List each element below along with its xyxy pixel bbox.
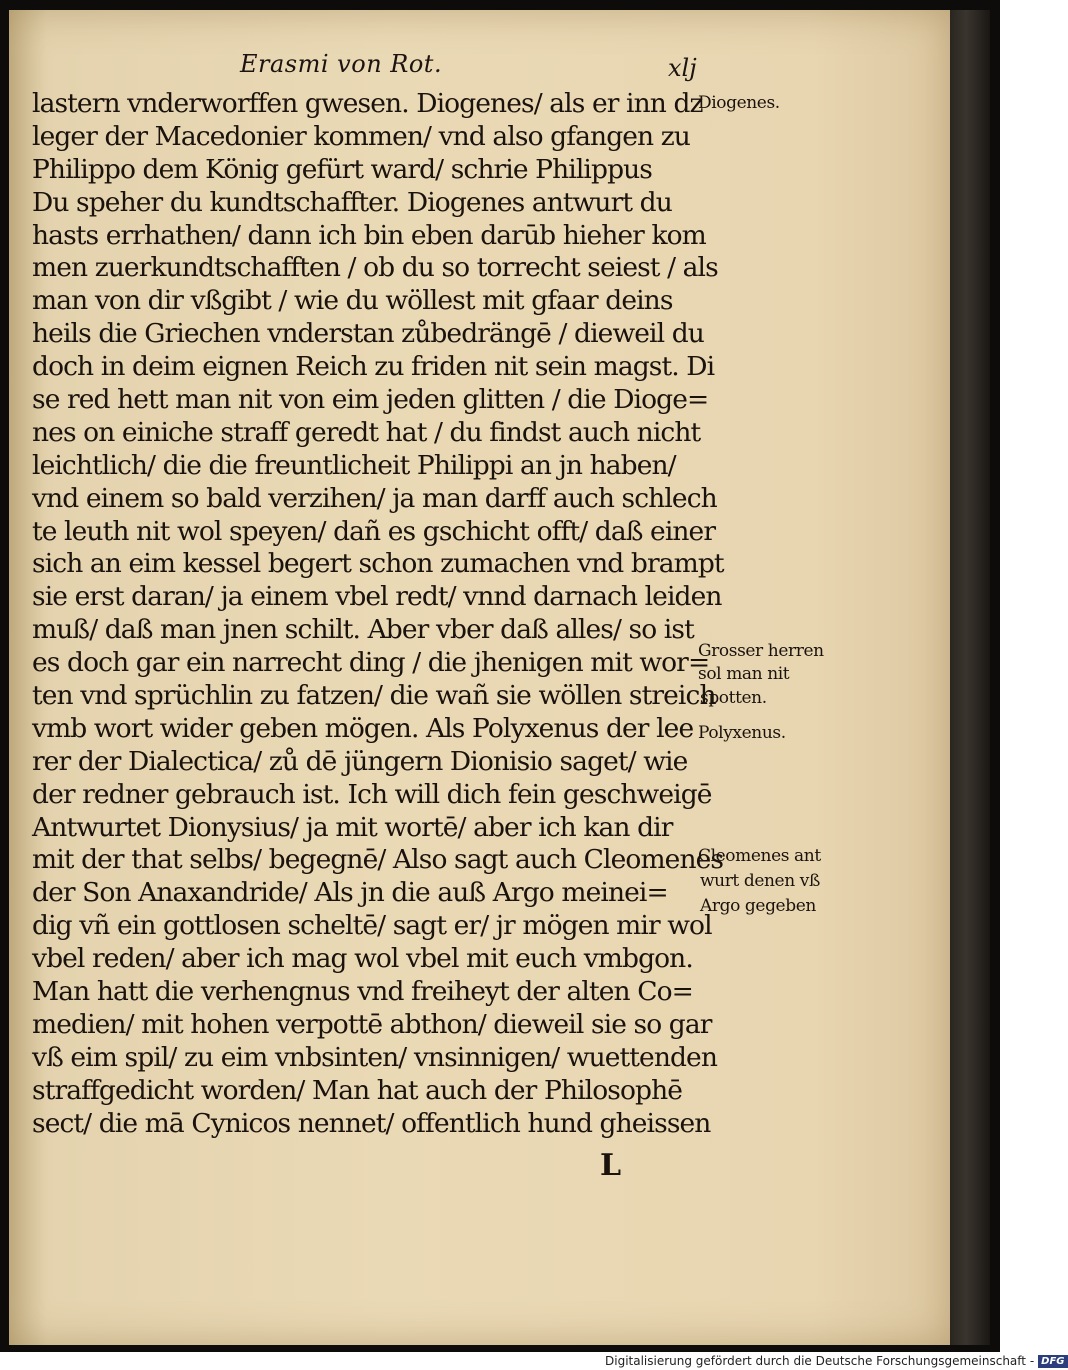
page-edge — [950, 10, 990, 1345]
running-head: Erasmi von Rot. — [240, 50, 443, 78]
text-line: straffgedicht worden/ Man hat auch der Philosophē — [32, 1074, 683, 1106]
digitization-footer — [605, 1352, 1068, 1370]
text-line: nes on einiche straff geredt hat / du findst auch nicht — [32, 416, 701, 448]
text-line: Antwurtet Dionysius/ ja mit wortē/ aber ich kan dir — [32, 811, 673, 843]
marginal-note-grosser-line-3: spotten. — [700, 688, 767, 708]
text-line: dig vñ ein gottlosen scheltē/ sagt er/ jr mögen mir wol — [32, 910, 712, 942]
text-line: Du speher du kundtschaffter. Diogenes antwurt du — [32, 186, 672, 218]
text-line: vnd einem so bald verzihen/ ja man darff auch schlech — [32, 482, 717, 514]
text-line: sich an eim kessel begert schon zumachen vnd brampt — [32, 548, 724, 580]
text-line: rer der Dialectica/ zů dē jüngern Dionisio saget/ wie — [32, 745, 688, 777]
text-line: doch in deim eignen Reich zu friden nit sein magst. Di — [32, 351, 715, 383]
text-line: hasts errhathen/ dann ich bin eben darūb hieher kom — [32, 219, 706, 251]
text-line: lastern vnderworffen gwesen. Diogenes/ als er inn dz — [32, 88, 703, 119]
text-line: sect/ die mā Cynicos nennet/ offentlich hund gheissen — [32, 1107, 711, 1139]
body-text — [32, 88, 724, 1141]
marginal-note-grosser-line-1: Grosser herren — [698, 641, 824, 661]
text-line: leichtlich/ die die freuntlicheit Philippi an jn haben/ — [32, 449, 676, 481]
text-line: sie erst daran/ ja einem vbel redt/ vnnd darnach leiden — [32, 581, 722, 613]
text-line: men zuerkundtschafften / ob du so torrecht seiest / als — [32, 252, 718, 284]
marginal-note-cleomenes-line-3: Argo gegeben — [700, 896, 816, 916]
catchword: L — [600, 1148, 622, 1183]
text-line: vmb wort wider geben mögen. Als Polyxenus der lee — [32, 712, 694, 744]
text-line: te leuth nit wol speyen/ dañ es gschicht offt/ daß einer — [32, 515, 716, 547]
marginal-note-diogenes: Diogenes. — [698, 93, 780, 113]
text-line: der Son Anaxandride/ Als jn die auß Argo meinei= — [32, 877, 668, 909]
text-line: leger der Macedonier kommen/ vnd also gfangen zu — [32, 120, 690, 152]
text-line: ten vnd sprüchlin zu fatzen/ die wañ sie wöllen streich — [32, 680, 716, 712]
text-line: es doch gar ein narrecht ding / die jhenigen mit wor= — [32, 647, 710, 679]
text-line: Man hatt die verhengnus vnd freiheyt der alten Co= — [32, 976, 693, 1008]
marginal-note-grosser-line-2: sol man nit — [698, 664, 790, 684]
folio-number: xlj — [668, 54, 697, 82]
marginal-note-polyxenus: Polyxenus. — [698, 723, 786, 743]
text-line: Philippo dem König gefürt ward/ schrie Philippus — [32, 153, 652, 185]
text-line: medien/ mit hohen verpottē abthon/ dieweil sie so gar — [32, 1008, 712, 1040]
text-line: man von dir vßgibt / wie du wöllest mit gfaar deins — [32, 285, 673, 317]
footer-text: Digitalisierung gefördert durch die Deutsche Forschungsgemeinschaft - — [605, 1354, 1035, 1368]
marginal-note-cleomenes-line-1: Cleomenes ant — [698, 846, 821, 866]
text-line: heils die Griechen vnderstan zůbedrängē / dieweil du — [32, 318, 704, 350]
text-line: vß eim spil/ zu eim vnbsinten/ vnsinnigen/ wuettenden — [32, 1041, 718, 1073]
text-line: der redner gebrauch ist. Ich will dich fein geschweigē — [32, 778, 712, 810]
dfg-logo: DFG — [1038, 1355, 1067, 1368]
marginal-note-cleomenes-line-2: wurt denen vß — [700, 871, 820, 891]
text-line: mit der that selbs/ begegnē/ Also sagt auch Cleomenes — [32, 844, 724, 876]
text-line: se red hett man nit von eim jeden glitten / die Dioge= — [32, 384, 709, 416]
text-line: vbel reden/ aber ich mag wol vbel mit euch vmbgon. — [32, 943, 693, 975]
text-line: muß/ daß man jnen schilt. Aber vber daß alles/ so ist — [32, 614, 694, 646]
